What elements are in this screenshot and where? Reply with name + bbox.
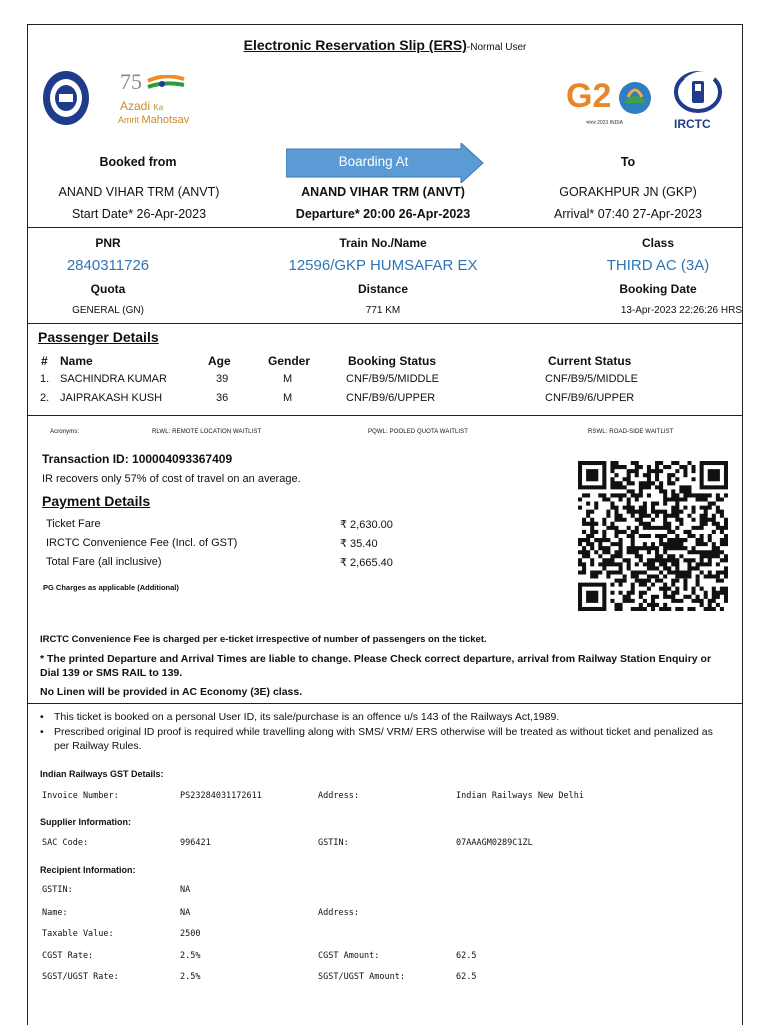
booked-from-label: Booked from: [99, 155, 177, 169]
boarding-at-label: Boarding At: [338, 154, 409, 169]
quota-value: GENERAL (GN): [72, 305, 144, 316]
booking-date-value: 13-Apr-2023 22:26:26 HRS: [620, 305, 742, 316]
class-label: Class: [641, 236, 675, 250]
booking-date-label: Booking Date: [619, 282, 697, 296]
departure-time: Departure* 20:00 26-Apr-2023: [295, 207, 471, 221]
linen-note: No Linen will be provided in AC Economy (3E) class.: [40, 686, 303, 698]
recipient-gstin-label: GSTIN:: [42, 885, 73, 895]
pnr-value: 2840311726: [66, 257, 150, 274]
recipient-address-label: Address:: [318, 908, 359, 918]
train-value: 12596/GKP HUMSAFAR EX: [288, 257, 478, 274]
col-number: #: [41, 354, 48, 368]
cgst-amount-value: 62.5: [456, 951, 477, 961]
ers-page: Electronic Reservation Slip (ERS)-Normal User 75 Azadi Ka Amrit Mahotsav G2 भारत 2023 INDIA IRCTC Booked from Boarding At To ANAND VIHAR TRM (ANVT) ANAND VIHAR TRM (ANVT) GORAKHPUR JN (GKP) Start Date* 26-Apr-2023 Departure* 20:00 26-Apr-2023 Arrival* 07:40 27-Apr-2023 PNR Train No./Name Class 2840311726 12596/GKP HUMSAFAR EX THIRD AC (3A) Quota Distance Booking Date GENERAL (GN) 771 KM 13-Apr-2023 22:26:26 HRS Passenger Details # Name Age Gender Booking Status Current Status 1. SACHINDRA KUMAR 39 M CNF/B9/5/MIDDLE CNF/B9/5/MIDDLE 2. JAIPRAKASH KUSH 36 M CNF/B9/6/UPPER CNF/B9/6/UPPER Acronyms: RLWL: REMOTE LOCATION WAITLIST PQWL: POOLED QUOTA WAITLIST RSWL: ROAD-SIDE WAITLIST Transaction ID: 100004093367409 IR recovers only 57% of cost of travel on an average. Payment Details Ticket Fare ₹ 2,630.00 IRCTC Convenience Fee (Incl. of GST) ₹ 35.40 Total Fare (all inclusive) ₹ 2,665.40 PG Charges as applicable (Additional) IRCTC Convenience Fee is charged per e-ticket irrespective of number of passengers on the ticket. * The printed Departure and Arrival Times are liable to change. Please Check correct departure, arrival from Railway Station Enquiry or Dial 139 or SMS RAIL to 139. No Linen will be provided in AC Economy (3E) class. • This ticket is booked on a personal User ID, its sale/purchase is an offence u/s 143 of the Railways Act,1989. • Prescribed original ID proof is required while travelling along with SMS/ VRM/ ERS otherwise will be treated as without ticket and penalized as per Railway Rules. Indian Railways GST Details: Invoice Number: PS23284031172611 Address: Indian Railways New Delhi Supplier Information: SAC Code: 996421 GSTIN: 07AAAGM0289C1ZL Recipient Information: GSTIN: NA Name: NA Address: Taxable Value: 2500 CGST Rate: 2.5% CGST Amount: 62.5 SGST/UGST Rate: 2.5% SGST/UGST Amount: 62.5: [27, 24, 743, 1025]
sgst-amount-label: SGST/UGST Amount:: [318, 972, 405, 982]
bullet-icon: •: [40, 711, 44, 723]
ers-title: Electronic Reservation Slip (ERS)-Normal User: [243, 37, 527, 53]
recipient-gstin-value: NA: [180, 885, 191, 895]
table-row: 1. SACHINDRA KUMAR 39 M CNF/B9/5/MIDDLE CNF/B9/5/MIDDLE: [40, 373, 638, 385]
arrival-time: Arrival* 07:40 27-Apr-2023: [554, 207, 702, 221]
taxable-label: Taxable Value:: [42, 929, 114, 939]
sac-label: SAC Code:: [42, 838, 89, 848]
convenience-fee-value: ₹ 35.40: [340, 538, 378, 550]
to-station: GORAKHPUR JN (GKP): [559, 185, 697, 199]
recipient-name-label: Name:: [42, 908, 68, 918]
cgst-rate-value: 2.5%: [180, 951, 201, 961]
irctc-logo: IRCTC: [668, 65, 730, 135]
invoice-label: Invoice Number:: [42, 791, 119, 801]
class-value: THIRD AC (3A): [606, 257, 710, 274]
total-fare-label: Total Fare (all inclusive): [46, 556, 162, 568]
table-row: 2. JAIPRAKASH KUSH 36 M CNF/B9/6/UPPER CNF/B9/6/UPPER: [40, 392, 635, 404]
cgst-amount-label: CGST Amount:: [318, 951, 380, 961]
from-station: ANAND VIHAR TRM (ANVT): [58, 185, 220, 199]
gst-heading: Indian Railways GST Details:: [40, 769, 164, 779]
sgst-rate-value: 2.5%: [180, 972, 201, 982]
acronym-pqwl: PQWL: POOLED QUOTA WAITLIST: [368, 429, 469, 435]
convenience-fee-note: IRCTC Convenience Fee is charged per e-ticket irrespective of number of passengers on the ticket.: [40, 634, 487, 645]
g20-logo: G2 भारत 2023 INDIA: [566, 77, 658, 137]
divider: [28, 323, 742, 324]
sgst-rate-label: SGST/UGST Rate:: [42, 972, 119, 982]
ticket-fare-value: ₹ 2,630.00: [340, 519, 393, 531]
pg-charges-note: PG Charges as applicable (Additional): [43, 583, 179, 592]
gstin-value: 07AAAGM0289C1ZL: [456, 838, 533, 848]
sgst-amount-value: 62.5: [456, 972, 477, 982]
address-label: Address:: [318, 791, 359, 801]
recipient-heading: Recipient Information:: [40, 865, 136, 875]
qr-code-icon: [578, 461, 728, 611]
acronym-rlwl: RLWL: REMOTE LOCATION WAITLIST: [152, 429, 262, 435]
payment-details-heading: Payment Details: [42, 493, 151, 509]
ticket-fare-label: Ticket Fare: [46, 518, 101, 530]
invoice-value: PS23284031172611: [180, 791, 262, 801]
start-date: Start Date* 26-Apr-2023: [71, 207, 207, 221]
divider: [28, 415, 742, 416]
recipient-name-value: NA: [180, 908, 191, 918]
distance-label: Distance: [357, 282, 409, 296]
divider: [28, 227, 742, 228]
total-fare-value: ₹ 2,665.40: [340, 557, 393, 569]
sac-value: 996421: [180, 838, 211, 848]
transaction-id: Transaction ID: 100004093367409: [42, 452, 233, 466]
taxable-value: 2500: [180, 929, 201, 939]
gstin-label: GSTIN:: [318, 838, 349, 848]
globe-lotus-icon: [616, 79, 654, 117]
quota-label: Quota: [90, 282, 126, 296]
irctc-emblem-icon: [670, 65, 726, 117]
col-booking-status: Booking Status: [348, 354, 437, 368]
col-age: Age: [208, 354, 231, 368]
to-label: To: [620, 155, 636, 169]
convenience-fee-label: IRCTC Convenience Fee (Incl. of GST): [46, 537, 238, 549]
flag-swoosh-icon: [146, 75, 186, 93]
bullet-icon: •: [40, 726, 44, 738]
divider: [28, 703, 742, 704]
col-gender: Gender: [268, 354, 311, 368]
pnr-label: PNR: [95, 236, 121, 250]
col-name: Name: [60, 354, 93, 368]
acronyms-label: Acronyms:: [50, 429, 80, 435]
cgst-rate-label: CGST Rate:: [42, 951, 94, 961]
supplier-heading: Supplier Information:: [40, 817, 131, 827]
indian-railways-logo-icon: [41, 69, 91, 127]
acronym-rswl: RSWL: ROAD-SIDE WAITLIST: [588, 429, 674, 435]
timing-note: * The printed Departure and Arrival Times are liable to change. Please Check correct departure, arrival from Railway Station Enquiry or Dial 139 or SMS RAIL to 139.: [40, 653, 712, 679]
recovery-note: IR recovers only 57% of cost of travel on an average.: [42, 473, 301, 485]
col-current-status: Current Status: [548, 354, 632, 368]
passenger-details-heading: Passenger Details: [38, 329, 159, 345]
azadi-ka-amrit-mahotsav-logo: 75 Azadi Ka Amrit Mahotsav: [118, 69, 190, 126]
address-value: Indian Railways New Delhi: [456, 791, 584, 801]
distance-value: 771 KM: [365, 305, 401, 316]
train-label: Train No./Name: [339, 236, 427, 250]
boarding-station: ANAND VIHAR TRM (ANVT): [301, 185, 465, 199]
